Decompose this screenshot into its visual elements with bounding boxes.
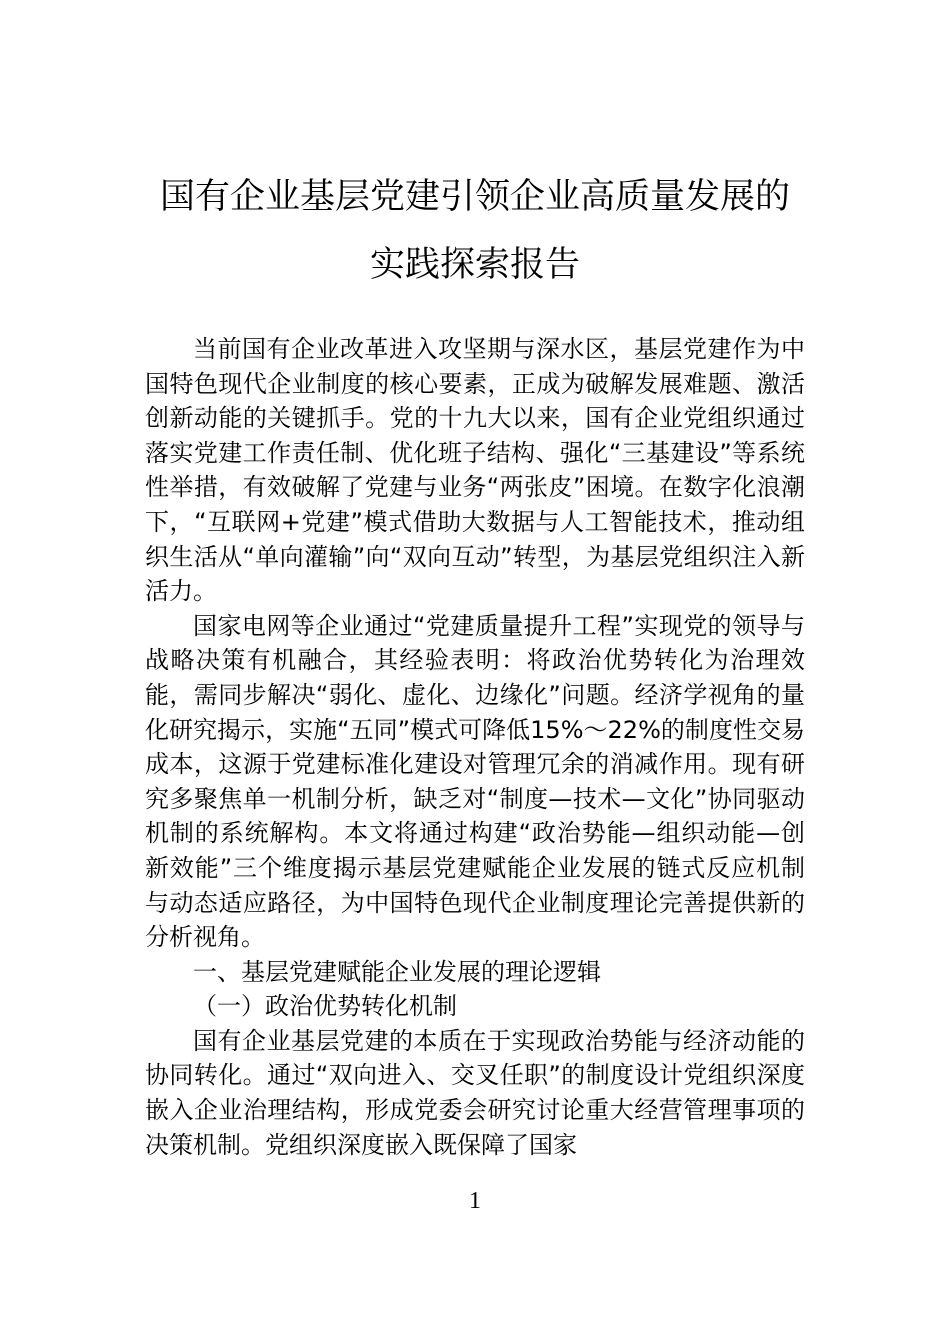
paragraph-political-advantage: 国有企业基层党建的本质在于实现政治势能与经济动能的协同转化。通过“双向进入、交叉任职”的制度设计党组织深度嵌入企业治理结构，形成党委会研究讨论重大经营管理事项的决策机制。党组织深度嵌入既保障了国家 bbox=[145, 1026, 805, 1159]
paragraph-research-context: 国家电网等企业通过“党建质量提升工程”实现党的领导与战略决策有机融合，其经验表明：将政治优势转化为治理效能，需同步解决“弱化、虚化、边缘化”问题。经济学视角的量化研究揭示，实施“五同”模式可降低15%～22%的制度性交易成本，这源于党建标准化建设对管理冗余的消减作用。现有研究多聚焦单一机制分析，缺乏对“制度—技术—文化”协同驱动机制的系统解构。本文将通过构建“政治势能—组织动能—创新效能”三个维度揭示基层党建赋能企业发展的链式反应机制与动态适应路径，为中国特色现代企业制度理论完善提供新的分析视角。 bbox=[145, 611, 805, 952]
paragraph-intro: 当前国有企业改革进入攻坚期与深水区，基层党建作为中国特色现代企业制度的核心要素，正成为破解发展难题、激活创新动能的关键抓手。党的十九大以来，国有企业党组织通过落实党建工作责任制、优化班子结构、强化“三基建设”等系统性举措，有效破解了党建与业务“两张皮”困境。在数字化浪潮下，“互联网+党建”模式借助大数据与人工智能技术，推动组织生活从“单向灌输”向“双向互动”转型，为基层党组织注入新活力。 bbox=[145, 335, 805, 606]
document-body bbox=[145, 332, 805, 1162]
section-heading: 一、基层党建赋能企业发展的理论逻辑 bbox=[193, 957, 601, 986]
document-title-line-2: 实践探索报告 bbox=[369, 245, 580, 285]
subsection-heading: （一）政治优势转化机制 bbox=[193, 992, 457, 1021]
page-number: 1 bbox=[469, 1188, 481, 1214]
document-title-line-1: 国有企业基层党建引领企业高质量发展的 bbox=[159, 177, 790, 217]
